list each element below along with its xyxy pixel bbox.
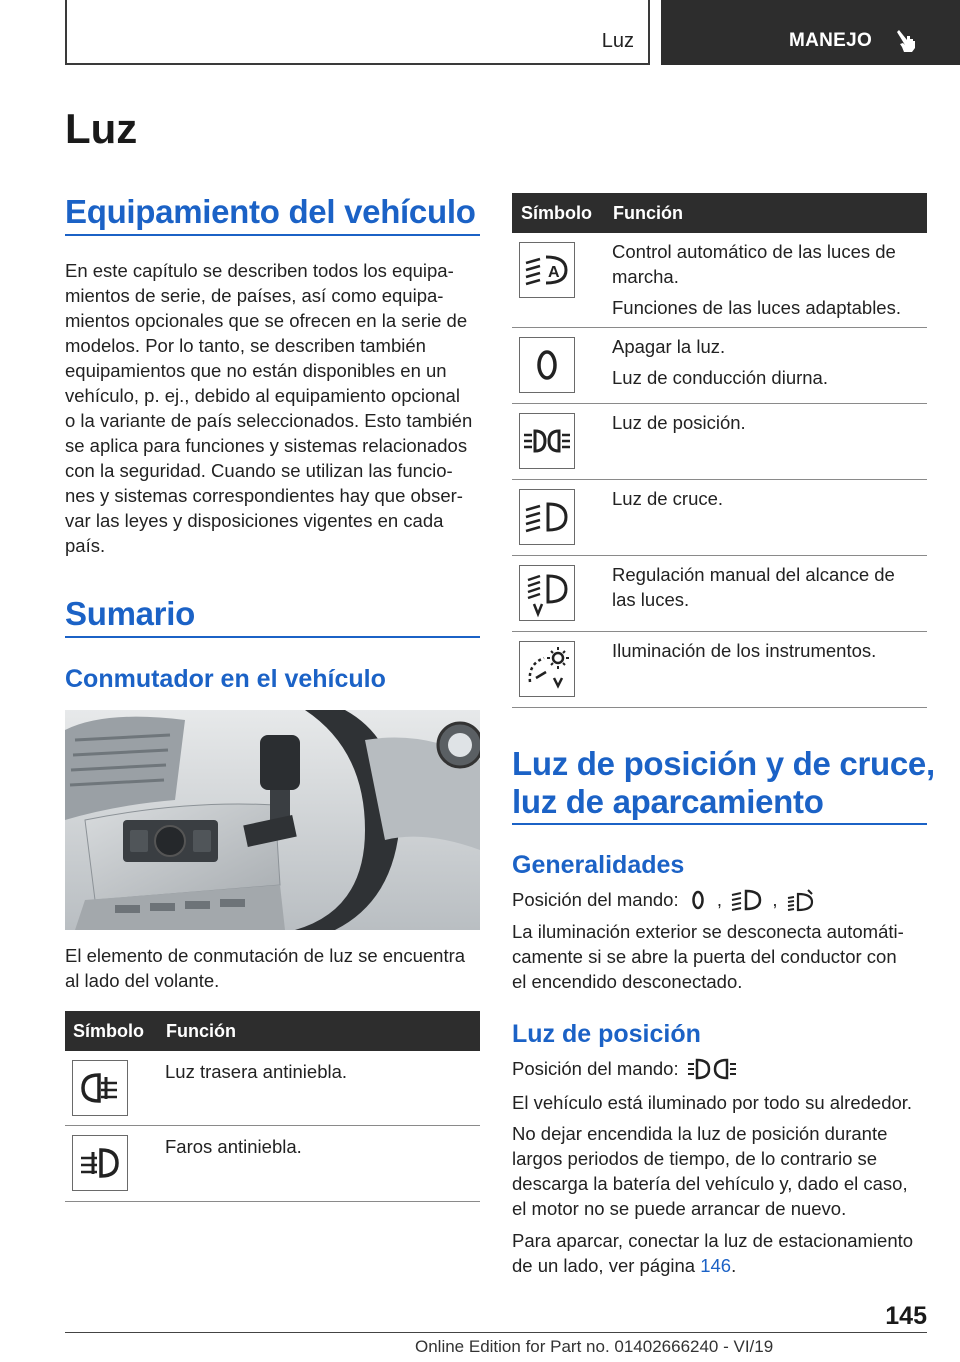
low-beam-icon — [730, 888, 764, 912]
footer-rule — [65, 1332, 927, 1333]
rear-fog-light-icon — [72, 1060, 128, 1116]
low-beam-icon — [519, 489, 575, 545]
generalidades-paragraph: La iluminación exterior se desconecta automáti- camente si se abre la puerta del conductor con el encendido desconectado. — [512, 921, 904, 992]
svg-text:A: A — [548, 264, 560, 281]
table-row: A Control automático de las luces de marcha. Funciones de las luces adaptables. — [512, 233, 927, 328]
heading-rule — [65, 636, 480, 638]
table-row: Apagar la luz. Luz de conducción diurna. — [512, 328, 927, 404]
auto-headlight-icon — [519, 242, 575, 298]
header-section-label: Luz — [601, 30, 634, 52]
page-title: Luz — [65, 105, 138, 152]
table-header: Símbolo Función — [65, 1011, 480, 1051]
heading-rule — [512, 823, 927, 825]
table-header: Símbolo Función — [512, 193, 927, 233]
heading-luz-posicion: Luz de posición — [512, 1020, 701, 1048]
table-row: Regulación manual del alcance de las luces. — [512, 556, 927, 632]
page-number: 145 — [885, 1302, 927, 1330]
symbol-table-left — [65, 1011, 480, 1206]
luz-posicion-aparcar: Para aparcar, conectar la luz de estacionamiento de un lado, ver página 146. — [512, 1230, 914, 1276]
symbol-table-right — [512, 193, 927, 708]
light-switch-photo — [65, 710, 480, 930]
heading-rule — [65, 234, 480, 236]
posicion-mando-line-2: Posición del mando: — [512, 1056, 932, 1081]
front-fog-light-icon — [72, 1135, 128, 1191]
photo-caption: El elemento de conmutación de luz se encuentra al lado del volante. — [65, 945, 466, 991]
table-row: Luz trasera antiniebla. — [65, 1051, 480, 1126]
heading-equipamiento: Equipamiento del vehículo — [65, 193, 476, 230]
heading-conmutador: Conmutador en el vehículo — [65, 665, 386, 693]
table-row: Iluminación de los instrumentos. — [512, 632, 927, 708]
instrument-lighting-icon — [519, 641, 575, 697]
pointing-hand-icon — [894, 27, 920, 53]
table-row: Faros antiniebla. — [65, 1126, 480, 1202]
heading-generalidades: Generalidades — [512, 851, 685, 879]
table-row: Luz de posición. — [512, 404, 927, 480]
page-link-146[interactable]: 146 — [700, 1255, 732, 1276]
headlight-range-icon — [519, 565, 575, 621]
parking-light-icon — [786, 888, 816, 912]
heading-sumario: Sumario — [65, 595, 195, 632]
luz-posicion-line-1: El vehículo está iluminado por todo su alrededor. — [512, 1092, 913, 1113]
parking-light-icon — [687, 1057, 737, 1081]
posicion-mando-line: Posición del mando: , , — [512, 887, 932, 912]
header-chapter-label: MANEJO — [789, 30, 873, 51]
luz-posicion-warning: No dejar encendida la luz de posición durante largos periodos de tiempo, de lo contrario se descarga la batería del vehículo y, dado el caso, el motor no se puede arrancar de nuevo. — [512, 1123, 908, 1219]
parking-light-icon — [519, 413, 575, 469]
equipamiento-paragraph: En este capítulo se describen todos los equipa- mientos de serie, de países, así como equipa- mientos opcionales que se ofrecen en la serie de modelos. Por lo tanto, se describen también equipamientos que no están disponibles en un vehículo, p. ej., debido al equipamiento opcional o la variante de país seleccionados. Esto también se aplica para funciones y sistemas relacionados con la seguridad. Cuando se utilizan las funcio- nes y sistemas correspondientes hay que obser- var las leyes y disposiciones vigentes en cada país. — [65, 260, 473, 556]
zero-position-icon — [687, 888, 709, 912]
zero-position-icon — [519, 337, 575, 393]
heading-luz-posicion-cruce: Luz de posición y de cruce, luz de aparcamiento — [512, 745, 935, 820]
header-section-box — [65, 0, 650, 65]
table-row: Luz de cruce. — [512, 480, 927, 556]
footer-edition: Online Edition for Part no. 01402666240 - VI/19 — [415, 1337, 774, 1356]
